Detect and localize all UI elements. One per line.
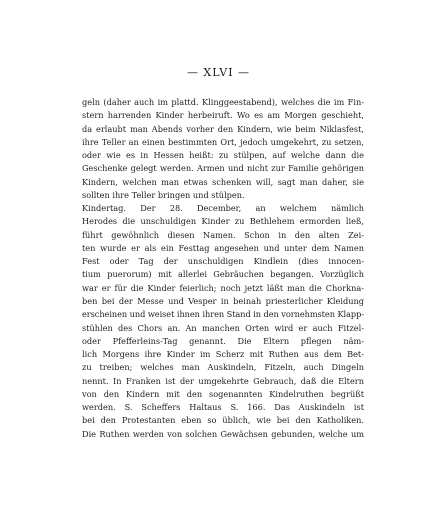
text-line: stühlen des Chors an. An manchen Orten wird er auch Fitzel- (82, 322, 364, 333)
body-text (82, 96, 364, 441)
text-line: Kindertag. Der 28. December, an welchem nämlich (82, 203, 364, 214)
text-line: stern harrenden Kinder herbeiruft. Wo es am Morgen geschieht, (82, 110, 364, 121)
text-line: bei den Protestanten eben so üblich, wie bei den Katholiken. (82, 415, 364, 426)
text-line: oder Pfefferleins-Tag genannt. Die Eltern pflegen näm- (82, 335, 364, 346)
text-line: sollten ihre Teller bringen und stülpen. (82, 189, 245, 200)
text-line: ten wurde er als ein Festtag angesehen und unter dem Namen (82, 242, 364, 253)
text-line: Die Ruthen werden von solchen Gewächsen gebunden, welche um (82, 428, 364, 439)
text-line: geln (daher auch im plattd. Klinggeestabend), welches die im Fin- (82, 97, 364, 107)
text-line: zu treiben; welches man Auskindeln, Fitzeln, auch Dingeln (82, 362, 364, 373)
text-line: von den Kindern mit den sogenannten Kindelruthen begrüßt (82, 388, 364, 399)
text-line: oder wie es in Hessen heißt: zu stülpen, auf welche dann die (82, 150, 364, 161)
text-line: ihre Teller an einen bestimmten Ort, jedoch umgekehrt, zu setzen, (82, 136, 364, 147)
text-line: Herodes die unschuldigen Kinder zu Bethlehem ermorden ließ, (82, 216, 364, 227)
text-line: werden. S. Scheffers Haltaus S. 166. Das Auskindeln ist (82, 402, 364, 413)
text-line: tium puerorum) mit allerlei Gebräuchen begangen. Vorzüglich (82, 269, 364, 280)
text-line: Geschenke gelegt werden. Armen und nicht zur Familie gehörigen (82, 163, 364, 174)
text-line: lich Morgens ihre Kinder im Scherz mit Ruthen aus dem Bet- (82, 349, 364, 360)
text-line: führt gewöhnlich diesen Namen. Schon in den alten Zei- (82, 229, 364, 240)
text-line: Fest oder Tag der unschuldigen Kindlein (dies innocen- (82, 256, 364, 267)
text-line: erscheinen und weiset ihnen ihren Stand in den vornehmsten Klapp- (82, 309, 364, 320)
text-line: ben bei der Messe und Vesper in beinah priesterlicher Kleidung (82, 295, 364, 306)
text-line: nennt. In Franken ist der umgekehrte Gebrauch, daß die Eltern (82, 375, 364, 386)
text-line: Kindern, welchen man etwas schenken will, sagt man daher, sie (82, 176, 364, 187)
text-line: da erlaubt man Abends vorher den Kindern, wie beim Niklasfest, (82, 123, 364, 134)
page-number-header: — XLVI — (186, 66, 251, 79)
text-line: war er für die Kinder feierlich; noch jetzt läßt man die Chorkna- (82, 282, 364, 293)
